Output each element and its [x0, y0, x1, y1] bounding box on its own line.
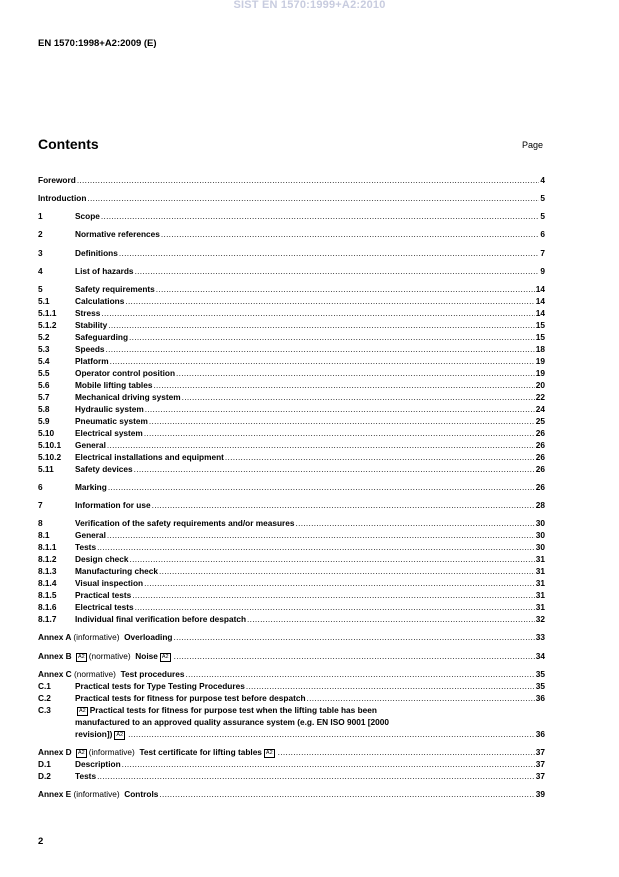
toc-number: 8.1.1	[38, 542, 57, 552]
toc-number: D.2	[38, 771, 51, 781]
toc-title-line: revision])	[75, 729, 113, 739]
toc-title: Foreword	[38, 175, 76, 185]
toc-title: Description	[75, 759, 121, 769]
toc-leader	[106, 344, 535, 355]
toc-number: 8.1.4	[38, 578, 57, 588]
toc-page: 14	[535, 284, 545, 294]
toc-title: Stability	[75, 320, 108, 330]
amendment-end-icon: A2	[116, 732, 124, 738]
toc-number: 8.1.6	[38, 602, 57, 612]
toc-number: 5.7	[38, 392, 50, 402]
toc-title: Electrical tests	[75, 602, 134, 612]
toc-page: 37	[535, 759, 545, 769]
toc-number: 7	[38, 500, 43, 510]
toc-leader	[77, 175, 540, 186]
toc-number: 1	[38, 211, 43, 221]
toc-leader	[107, 440, 535, 451]
toc-entry[interactable]	[38, 566, 545, 577]
toc-entry[interactable]	[38, 332, 545, 343]
toc-page: 39	[535, 789, 545, 799]
toc-number: 5.10.1	[38, 440, 62, 450]
toc-page: 22	[535, 392, 545, 402]
page-column-label: Page	[522, 140, 544, 150]
toc-title-line: Practical tests for fitness for purpose test when the lifting table has been	[89, 705, 377, 715]
toc-page: 35	[535, 681, 545, 691]
toc-entry[interactable]	[38, 464, 545, 475]
toc-page: 31	[535, 590, 545, 600]
toc-entry[interactable]	[38, 344, 545, 355]
toc-leader	[108, 482, 535, 493]
toc-title: Speeds	[75, 344, 105, 354]
toc-number: 8.1.2	[38, 554, 57, 564]
toc-title: Platform	[75, 356, 109, 366]
amendment-start-icon: A2	[77, 654, 85, 660]
toc-page: 20	[535, 380, 545, 390]
toc-leader	[119, 248, 540, 259]
toc-leader	[132, 590, 534, 601]
toc-entry[interactable]	[38, 392, 545, 403]
toc-title: Safeguarding	[75, 332, 129, 342]
toc-leader	[101, 211, 539, 222]
toc-title: Individual final verification before despatch	[75, 614, 247, 624]
toc-leader	[130, 554, 535, 565]
toc-leader	[101, 308, 534, 319]
page-number: 2	[38, 836, 44, 847]
toc-entry[interactable]	[38, 368, 545, 379]
toc-number: C.1	[38, 681, 51, 691]
toc-page: 34	[535, 651, 545, 661]
toc-leader	[144, 428, 535, 439]
toc-entry-foreword[interactable]	[38, 175, 545, 186]
toc-entry[interactable]	[38, 428, 545, 439]
toc-page: 37	[535, 747, 545, 757]
toc-entry[interactable]	[38, 542, 545, 553]
toc-page: 36	[535, 693, 545, 703]
annex-qualifier: (normative)	[73, 669, 116, 679]
toc-page: 37	[535, 771, 545, 781]
toc-leader	[247, 614, 535, 625]
toc-title	[38, 789, 158, 800]
toc-number: 5.2	[38, 332, 50, 342]
toc-title: Practical tests for Type Testing Procedures	[75, 681, 245, 691]
annex-qualifier: (informative)	[73, 632, 120, 642]
toc-leader	[149, 416, 535, 427]
toc-title	[38, 669, 185, 680]
toc-title	[75, 729, 127, 740]
annex-label: Annex A	[38, 632, 72, 642]
toc-leader	[135, 602, 535, 613]
toc-number: 6	[38, 482, 43, 492]
toc-title: Information for use	[75, 500, 151, 510]
toc-number: 5.1	[38, 296, 50, 306]
toc-number: 5.8	[38, 404, 50, 414]
toc-entry[interactable]	[38, 518, 545, 529]
toc-leader	[128, 729, 535, 740]
toc-title: Tests	[75, 542, 97, 552]
toc-leader	[182, 392, 535, 403]
toc-title: Practical tests	[75, 590, 132, 600]
annex-title: Test certificate for lifting tables	[139, 747, 262, 757]
toc-title: Scope	[75, 211, 100, 221]
toc-entry[interactable]	[38, 284, 545, 295]
toc-page: 7	[540, 248, 545, 258]
toc-leader	[110, 356, 535, 367]
toc-page: 35	[535, 669, 545, 679]
toc-leader	[246, 681, 535, 692]
toc-page: 5	[540, 193, 545, 203]
toc-leader	[97, 542, 535, 553]
annex-title: Controls	[124, 789, 159, 799]
toc-entry[interactable]	[38, 500, 545, 511]
toc-title: Safety requirements	[75, 284, 155, 294]
toc-title: Tests	[75, 771, 97, 781]
toc-number: C.2	[38, 693, 51, 703]
toc-leader	[144, 578, 535, 589]
toc-page: 28	[535, 500, 545, 510]
toc-title: Visual inspection	[75, 578, 144, 588]
toc-page: 31	[535, 602, 545, 612]
toc-number: D.1	[38, 759, 51, 769]
toc-title: Hydraulic system	[75, 404, 144, 414]
annex-label: Annex B	[38, 651, 72, 661]
toc-entry[interactable]	[38, 308, 545, 319]
toc-title: Electrical installations and equipment	[75, 452, 224, 462]
toc-number: 5.10.2	[38, 452, 62, 462]
toc-title: Calculations	[75, 296, 125, 306]
toc-page: 31	[535, 554, 545, 564]
toc-leader	[161, 229, 540, 240]
toc-number: C.3	[38, 705, 51, 715]
toc-entry[interactable]	[38, 590, 545, 601]
toc-entry-annex-c[interactable]	[38, 669, 545, 680]
toc-entry[interactable]	[38, 416, 545, 427]
amendment-start-icon: A2	[79, 708, 86, 714]
toc-leader	[152, 500, 535, 511]
toc-page: 19	[535, 356, 545, 366]
amendment-start-icon: A2	[77, 750, 85, 756]
toc-entry-annex-d[interactable]	[38, 747, 545, 758]
toc-title: Mechanical driving system	[75, 392, 181, 402]
toc-number: 5.3	[38, 344, 50, 354]
toc-page: 26	[535, 452, 545, 462]
toc-page: 26	[535, 464, 545, 474]
toc-number: 3	[38, 248, 43, 258]
toc-entry[interactable]	[38, 404, 545, 415]
toc-title: Normative references	[75, 229, 160, 239]
toc-title: Electrical system	[75, 428, 143, 438]
toc-leader	[145, 404, 535, 415]
toc-title: Definitions	[75, 248, 118, 258]
annex-title: Noise	[135, 651, 158, 661]
toc-number: 8.1	[38, 530, 50, 540]
toc-page: 26	[535, 440, 545, 450]
annex-label: Annex C	[38, 669, 72, 679]
toc-leader	[159, 566, 535, 577]
toc-page: 14	[535, 296, 545, 306]
toc-entry[interactable]	[38, 452, 545, 463]
annex-qualifier: (normative)	[88, 651, 131, 661]
toc-entry[interactable]	[38, 266, 545, 277]
contents-title: Contents	[38, 136, 99, 152]
toc-leader	[176, 368, 535, 379]
toc-leader	[134, 464, 535, 475]
annex-qualifier: (informative)	[73, 789, 120, 799]
toc-number: 5.6	[38, 380, 50, 390]
toc-leader	[159, 789, 534, 800]
toc-page: 18	[535, 344, 545, 354]
toc-leader	[135, 266, 540, 277]
toc-entry[interactable]	[38, 681, 545, 692]
watermark: SIST EN 1570:1999+A2:2010	[233, 0, 386, 11]
toc-entry-annex-b[interactable]	[38, 651, 545, 662]
amendment-end-icon: A2	[161, 654, 169, 660]
toc-leader	[122, 759, 535, 770]
toc-page: 9	[540, 266, 545, 276]
toc-number: 8	[38, 518, 43, 528]
toc-entry-c3-line1[interactable]	[38, 705, 545, 716]
toc-entry-introduction[interactable]	[38, 193, 545, 204]
annex-title: Test procedures	[120, 669, 185, 679]
toc-leader	[129, 332, 535, 343]
toc-leader	[174, 651, 535, 662]
toc-title: General	[75, 440, 106, 450]
toc-page: 30	[535, 530, 545, 540]
toc-page: 26	[535, 428, 545, 438]
toc-entry-annex-a[interactable]	[38, 632, 545, 643]
toc-number: 2	[38, 229, 43, 239]
toc-title	[38, 632, 173, 643]
toc-page: 36	[535, 729, 545, 739]
toc-number: 5.11	[38, 464, 54, 474]
toc-entry[interactable]	[38, 320, 545, 331]
toc-page: 31	[535, 566, 545, 576]
toc-entry[interactable]	[38, 771, 545, 782]
standard-header: EN 1570:1998+A2:2009 (E)	[38, 38, 157, 49]
toc-number: 5.10	[38, 428, 55, 438]
toc-number: 5.5	[38, 368, 50, 378]
annex-title: Overloading	[124, 632, 173, 642]
toc-title	[38, 747, 277, 758]
toc-page: 24	[535, 404, 545, 414]
toc-entry[interactable]	[38, 554, 545, 565]
toc-title: Design check	[75, 554, 129, 564]
annex-label: Annex E	[38, 789, 72, 799]
toc-entry[interactable]	[38, 356, 545, 367]
toc-title: Manufacturing check	[75, 566, 158, 576]
toc-leader	[156, 284, 535, 295]
toc-leader	[174, 632, 535, 643]
toc-entry[interactable]	[38, 482, 545, 493]
toc-entry[interactable]	[38, 578, 545, 589]
toc-number: 5	[38, 284, 43, 294]
toc-leader	[186, 669, 535, 680]
toc-number: 8.1.5	[38, 590, 57, 600]
toc-leader	[108, 320, 534, 331]
toc-entry[interactable]	[38, 530, 545, 541]
toc-leader	[97, 771, 535, 782]
toc-entry-annex-e[interactable]	[38, 789, 545, 800]
toc-leader	[107, 530, 535, 541]
toc-page: 30	[535, 518, 545, 528]
toc-page: 4	[540, 175, 545, 185]
toc-page: 26	[535, 482, 545, 492]
toc-number: 5.4	[38, 356, 50, 366]
toc-page: 32	[535, 614, 545, 624]
toc-page: 19	[535, 368, 545, 378]
amendment-end-icon: A2	[265, 750, 273, 756]
toc-entry[interactable]	[38, 440, 545, 451]
toc-page: 30	[535, 542, 545, 552]
toc-page: 5	[540, 211, 545, 221]
toc-title: List of hazards	[75, 266, 134, 276]
toc-number: 5.1.2	[38, 320, 57, 330]
toc-leader	[87, 193, 539, 204]
toc-title: Verification of the safety requirements and/or measures	[75, 518, 295, 528]
toc-number: 8.1.3	[38, 566, 57, 576]
toc-title: General	[75, 530, 106, 540]
toc-entry[interactable]	[38, 229, 545, 240]
toc-page: 15	[535, 320, 545, 330]
toc-entry-c3-line3	[38, 729, 545, 740]
toc-title-line: manufactured to an approved quality assurance system (e.g. EN ISO 9001 [2000	[75, 717, 390, 727]
toc-title: Safety devices	[75, 464, 133, 474]
annex-qualifier: (informative)	[88, 747, 135, 757]
toc-leader	[225, 452, 535, 463]
toc-entry[interactable]	[38, 248, 545, 259]
toc-entry[interactable]	[38, 211, 545, 222]
annex-label: Annex D	[38, 747, 72, 757]
toc-page: 31	[535, 578, 545, 588]
toc-leader	[278, 747, 535, 758]
toc-entry[interactable]	[38, 614, 545, 625]
toc-page: 33	[535, 632, 545, 642]
toc-page: 6	[540, 229, 545, 239]
toc-page: 14	[535, 308, 545, 318]
toc-number: 5.9	[38, 416, 50, 426]
toc-entry-c3-line2	[38, 717, 545, 728]
toc-page: 15	[535, 332, 545, 342]
toc-leader	[125, 296, 534, 307]
toc-page: 25	[535, 416, 545, 426]
toc-entry[interactable]	[38, 759, 545, 770]
toc-title: Operator control position	[75, 368, 176, 378]
toc-entry[interactable]	[38, 380, 545, 391]
toc-title: Practical tests for fitness for purpose test before despatch	[75, 693, 306, 703]
toc-title: Introduction	[38, 193, 87, 203]
toc-title: Marking	[75, 482, 107, 492]
toc-title	[38, 651, 173, 662]
toc-entry[interactable]	[38, 602, 545, 613]
toc-title: Stress	[75, 308, 101, 318]
toc-entry[interactable]	[38, 693, 545, 704]
toc-leader	[153, 380, 534, 391]
toc-number: 4	[38, 266, 43, 276]
toc-leader	[307, 693, 535, 704]
toc-number: 5.1.1	[38, 308, 57, 318]
toc-number: 8.1.7	[38, 614, 57, 624]
toc-leader	[295, 518, 534, 529]
toc-title: Pneumatic system	[75, 416, 148, 426]
toc-title: Mobile lifting tables	[75, 380, 153, 390]
toc-entry[interactable]	[38, 296, 545, 307]
